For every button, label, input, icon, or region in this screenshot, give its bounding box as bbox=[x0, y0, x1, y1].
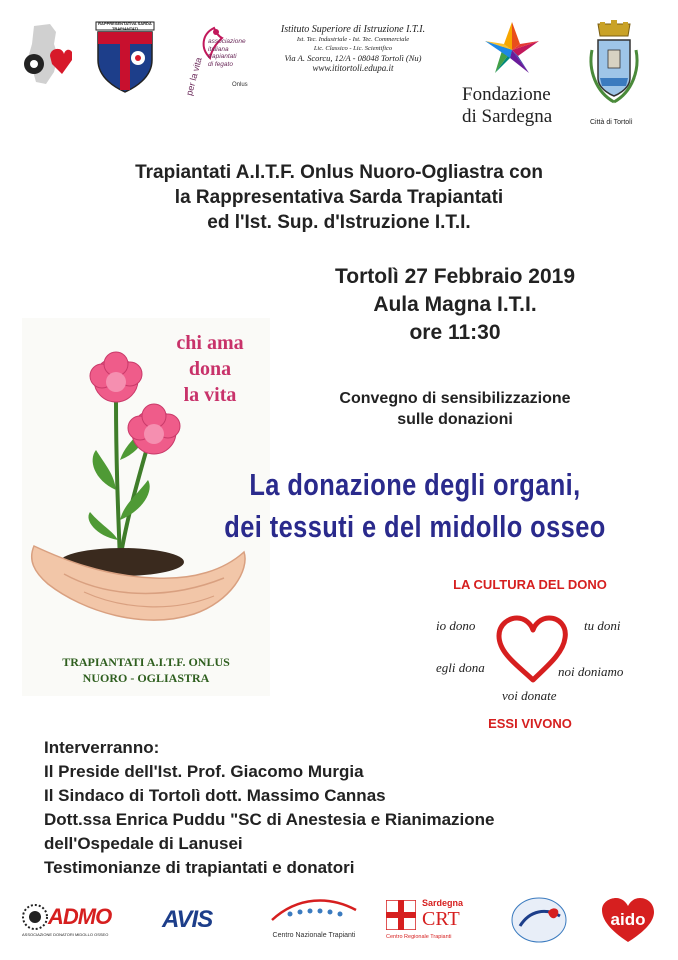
speakers-list bbox=[44, 736, 634, 880]
il-trapianto-logo bbox=[510, 896, 568, 944]
assoc-line: italiana bbox=[208, 45, 229, 53]
headline-line2: la Rappresentativa Sarda Trapiantati bbox=[174, 187, 504, 208]
headline-line3: ed l'Ist. Sup. d'Istruzione I.T.I. bbox=[207, 212, 471, 233]
convegno-line1: Convegno di sensibilizzazione bbox=[339, 390, 571, 407]
speakers-intro: Interverranno: bbox=[44, 738, 160, 757]
speaker-item: Dott.ssa Enrica Puddu "SC di Anestesia e Rianimazione bbox=[44, 810, 495, 829]
motto-line: dona bbox=[188, 358, 232, 380]
speaker-item: Il Sindaco di Tortolì dott. Massimo Cannas bbox=[44, 786, 386, 805]
event-details bbox=[300, 263, 610, 347]
rappresentativa-sarda-shield bbox=[94, 20, 156, 94]
assoc-text bbox=[208, 38, 246, 68]
cnt-text: Centro Nazionale Trapianti bbox=[272, 932, 356, 939]
school-address: Via A. Scorcu, 12/A - 08048 Tortolì (Nu) bbox=[284, 53, 422, 63]
aitf-label-line1: TRAPIANTATI A.I.T.F. ONLUS bbox=[62, 655, 230, 669]
cnt-logo bbox=[268, 896, 360, 946]
essi-vivono: ESSI VIVONO bbox=[488, 716, 572, 731]
event-place: Aula Magna I.T.I. bbox=[373, 293, 537, 316]
title-line1: La donazione degli organi, bbox=[249, 467, 581, 502]
event-time: ore 11:30 bbox=[409, 321, 501, 344]
motto-text bbox=[150, 330, 270, 408]
school-name: Istituto Superiore di Istruzione I.T.I. bbox=[280, 24, 426, 35]
main-title bbox=[222, 464, 607, 548]
motto-line: chi ama bbox=[176, 332, 244, 354]
admo-subtext: ASSOCIAZIONE DONATORI MIDOLLO OSSEO bbox=[22, 932, 109, 937]
aido-logo bbox=[600, 898, 656, 944]
rapp-logo-text: RAPPRESENTATIVA SARDA TRAPIANTATI bbox=[98, 21, 152, 31]
fondazione-star-logo bbox=[482, 20, 542, 80]
cultura-heading: LA CULTURA DEL DONO bbox=[453, 577, 607, 592]
crt-subtext: Centro Regionale Trapianti bbox=[386, 934, 452, 940]
motto-line: la vita bbox=[183, 384, 237, 406]
title-line2: dei tessuti e del midollo osseo bbox=[224, 509, 606, 544]
admo-logo bbox=[22, 902, 132, 942]
avis-text: AVIS bbox=[162, 906, 213, 933]
admo-text: ADMO bbox=[48, 904, 112, 929]
crt-logo bbox=[386, 896, 476, 946]
voi-donate: voi donate bbox=[502, 688, 557, 703]
fondazione-line1: Fondazione bbox=[462, 84, 551, 105]
crt-region: Sardegna bbox=[422, 898, 464, 908]
school-website[interactable]: www.ititortoli.edupa.it bbox=[312, 63, 394, 73]
sardinia-heart-logo bbox=[20, 22, 72, 88]
tortoli-coat-of-arms bbox=[586, 20, 642, 116]
organizers-headline bbox=[0, 160, 678, 235]
aido-text: aido bbox=[610, 910, 646, 929]
event-date: Tortolì 27 Febbraio 2019 bbox=[334, 265, 575, 288]
assoc-line: trapiantati bbox=[208, 53, 237, 60]
school-branches: Ist. Tec. Industriale - Ist. Tec. Commerciale bbox=[296, 36, 410, 43]
speaker-item: Testimonianze di trapiantati e donatori bbox=[44, 858, 355, 877]
assoc-line: associazione bbox=[208, 38, 246, 45]
io-dono: io dono bbox=[436, 618, 476, 633]
egli-dona: egli dona bbox=[436, 660, 485, 675]
speaker-item: dell'Ospedale di Lanusei bbox=[44, 834, 243, 853]
heart-icon bbox=[493, 614, 573, 686]
noi-doniamo: noi doniamo bbox=[558, 664, 624, 679]
headline-line1: Trapiantati A.I.T.F. Onlus Nuoro-Ogliastra con bbox=[135, 162, 543, 183]
aitf-label-line2: NUORO - OGLIASTRA bbox=[82, 671, 210, 685]
speaker-item: Il Preside dell'Ist. Prof. Giacomo Murgia bbox=[44, 762, 364, 781]
tu-doni: tu doni bbox=[584, 618, 621, 633]
assoc-line: di fegato bbox=[208, 60, 233, 68]
school-info bbox=[268, 24, 438, 73]
school-licei: Lic. Classico - Lic. Scientifico bbox=[313, 45, 393, 52]
aitf-label bbox=[22, 654, 270, 686]
fondazione-line2: di Sardegna bbox=[462, 106, 553, 127]
city-label: Città di Tortolì bbox=[590, 119, 633, 126]
convegno-line2: sulle donazioni bbox=[397, 411, 513, 428]
avis-logo bbox=[162, 906, 234, 936]
fondazione-text bbox=[462, 84, 552, 128]
convegno-text bbox=[300, 388, 610, 430]
assoc-vertical-text: per la vita bbox=[184, 56, 204, 97]
assoc-onlus: Onlus bbox=[232, 82, 248, 88]
crt-text: CRT bbox=[422, 908, 460, 930]
